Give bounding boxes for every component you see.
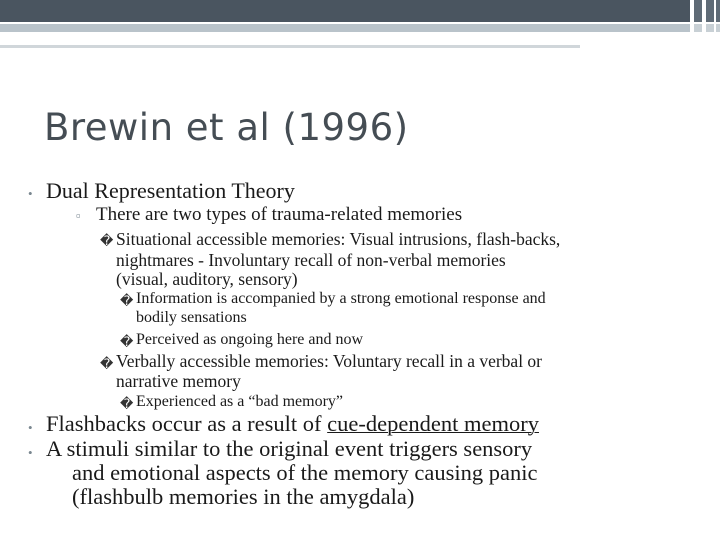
stimuli-line-2: and emotional aspects of the memory causing panic — [72, 460, 538, 485]
placeholder-glyph: � — [120, 334, 134, 349]
sub-bullet-two-types: There are two types of trauma-related memories — [96, 204, 463, 225]
sam-line-2: nightmares - Involuntary recall of non-verbal memories — [116, 250, 506, 270]
placeholder-glyph: � — [100, 356, 114, 371]
perceived-line: Perceived as ongoing here and now — [136, 331, 364, 348]
placeholder-glyph: � — [100, 233, 114, 248]
stimuli-line-1: A stimuli similar to the original event triggers sensory — [46, 436, 533, 461]
sam-line-3: (visual, auditory, sensory) — [116, 269, 298, 289]
placeholder-glyph: � — [120, 293, 134, 308]
info-line-1: Information is accompanied by a strong emotional response and — [136, 290, 546, 307]
flashbacks-text: Flashbacks occur as a result of — [46, 411, 328, 436]
bullet-flashbacks — [46, 411, 539, 437]
bullet-marker: • — [28, 420, 33, 435]
cue-dependent-memory-link[interactable]: cue-dependent memory — [327, 411, 539, 436]
vam-line-1: Verbally accessible memories: Voluntary recall in a verbal or — [116, 351, 543, 371]
bullet-marker: • — [28, 186, 33, 201]
placeholder-glyph: � — [120, 396, 134, 411]
stimuli-line-3: (flashbulb memories in the amygdala) — [72, 484, 415, 509]
slide-title: Brewin et al (1996) — [44, 106, 409, 149]
sam-line-1: Situational accessible memories: Visual intrusions, flash-backs, — [116, 229, 561, 249]
bullet-marker: • — [28, 445, 33, 460]
vam-line-2: narrative memory — [116, 371, 241, 391]
bullet-dual-representation: Dual Representation Theory — [46, 178, 295, 203]
bad-memory-line: Experienced as a “bad memory” — [136, 393, 344, 410]
info-line-2: bodily sensations — [136, 309, 247, 326]
square-bullet-marker: ▫ — [76, 208, 81, 223]
